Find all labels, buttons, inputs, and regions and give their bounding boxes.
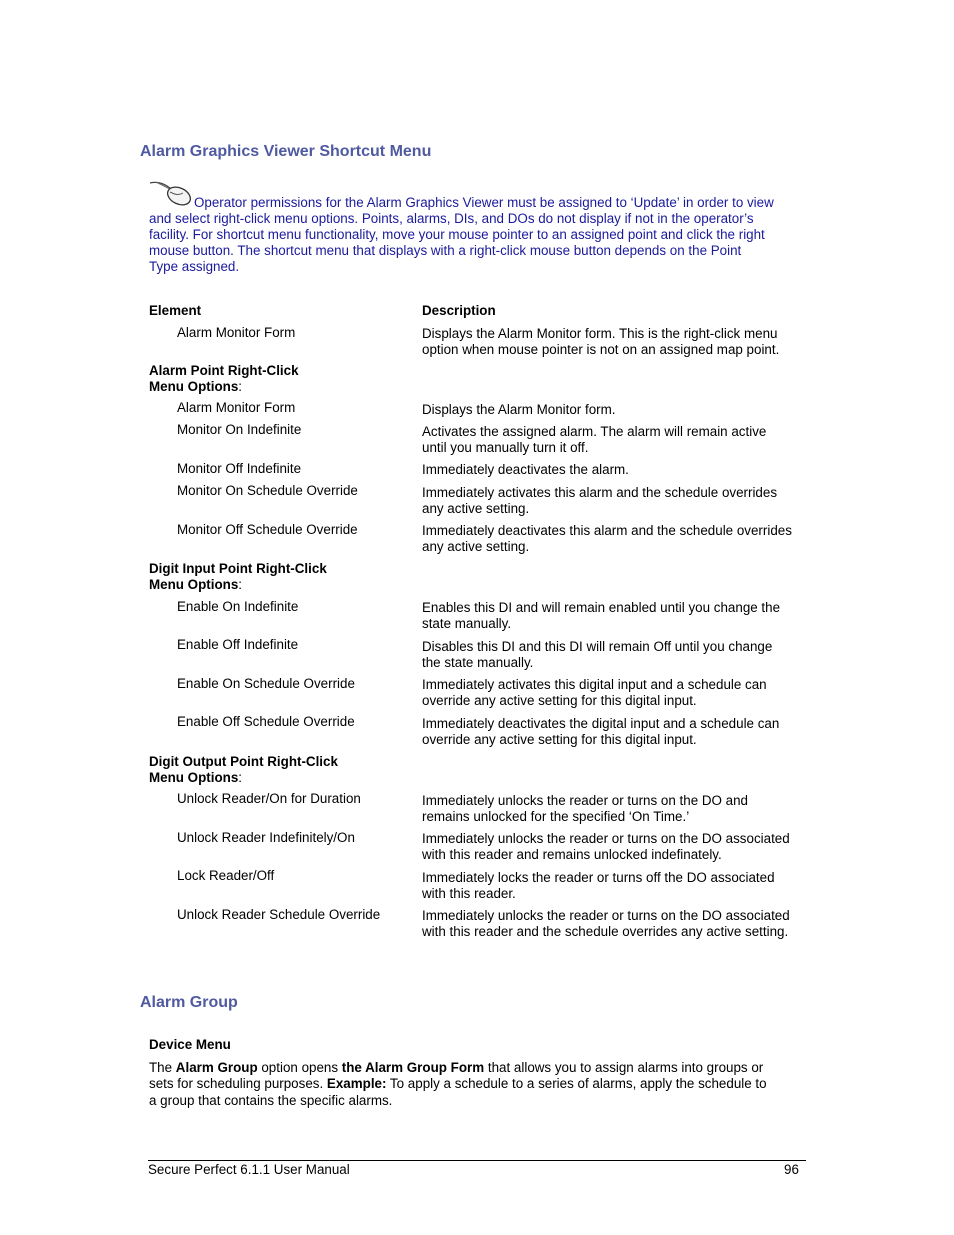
note-line-1: Operator permissions for the Alarm Graphics Viewer must be assigned to ‘Update’ in order to view — [194, 195, 774, 210]
table-row-description: Immediately unlocks the reader or turns on the DO associated with this reader and the schedule overrides any active setting. — [422, 908, 790, 940]
table-row-description: Immediately locks the reader or turns off the DO associated with this reader. — [422, 870, 775, 902]
note-line-4: mouse button. The shortcut menu that displays with a right-click mouse button depends on the Point — [149, 243, 742, 258]
table-row-element: Monitor On Indefinite — [177, 422, 302, 437]
table-row-description: Immediately activates this alarm and the schedule overrides any active setting. — [422, 485, 778, 517]
table-row-element: Monitor Off Schedule Override — [177, 522, 358, 537]
table-row-element: Monitor On Schedule Override — [177, 483, 358, 498]
note-line-2: and select right-click menu options. Points, alarms, DIs, and DOs do not display if not in the operator’s — [149, 211, 754, 226]
table-row-element: Enable On Schedule Override — [177, 676, 355, 691]
table-row-element: Alarm Monitor Form — [177, 325, 296, 340]
table-row-description: Immediately unlocks the reader or turns on the DO and remains unlocked for the specified ‘On Time.’ — [422, 793, 749, 825]
table-header-element: Element — [149, 303, 202, 318]
note-line-3: facility. For shortcut menu functionality, move your mouse pointer to an assigned point and click the right — [149, 227, 765, 242]
table-row-element: Enable On Indefinite — [177, 599, 299, 614]
table-row-element: Monitor Off Indefinite — [177, 461, 302, 476]
footer-title: Secure Perfect 6.1.1 User Manual — [148, 1162, 350, 1177]
table-row-description: Enables this DI and will remain enabled until you change the state manually. — [422, 600, 781, 632]
group-title-digit-output: Digit Output Point Right-Click Menu Options: — [149, 754, 338, 786]
table-row-description: Immediately deactivates this alarm and the schedule overrides any active setting. — [422, 523, 792, 555]
table-row-description: Activates the assigned alarm. The alarm will remain active until you manually turn it off. — [422, 424, 767, 456]
subheading: Device Menu — [149, 1037, 231, 1052]
table-row-element: Lock Reader/Off — [177, 868, 275, 883]
footer-divider — [148, 1160, 806, 1161]
table-row-element: Enable Off Indefinite — [177, 637, 299, 652]
table-row-element: Unlock Reader/On for Duration — [177, 791, 361, 806]
group-title-digit-input: Digit Input Point Right-Click Menu Options: — [149, 561, 327, 593]
section-title: Alarm Graphics Viewer Shortcut Menu — [140, 143, 432, 160]
table-row-description: Displays the Alarm Monitor form. — [422, 402, 616, 417]
table-header-description: Description — [422, 303, 496, 318]
table-row-description: Disables this DI and this DI will remain Off until you change the state manually. — [422, 639, 773, 671]
table-row-element: Unlock Reader Schedule Override — [177, 907, 381, 922]
section-title: Alarm Group — [140, 994, 238, 1011]
table-row-description: Displays the Alarm Monitor form. This is the right-click menu option when mouse pointer is not on an assigned map point. — [422, 326, 780, 358]
paragraph: The Alarm Group option opens the Alarm Group Form that allows you to assign alarms into groups or sets for scheduling purposes. Example: To apply a schedule to a series of alarms, apply the schedule to a group that contains the specific alarms. — [149, 1060, 767, 1108]
note-line-5: Type assigned. — [149, 259, 240, 274]
table-row-description: Immediately activates this digital input and a schedule can override any active setting for this digital input. — [422, 677, 767, 709]
table-row-description: Immediately unlocks the reader or turns on the DO associated with this reader and remains unlocked indefinately. — [422, 831, 790, 863]
table-row-description: Immediately deactivates the alarm. — [422, 462, 629, 477]
group-title-alarm-point: Alarm Point Right-Click Menu Options: — [149, 363, 299, 395]
table-row-description: Immediately deactivates the digital input and a schedule can override any active setting for this digital input. — [422, 716, 780, 748]
page-number: 96 — [784, 1162, 799, 1177]
table-row-element: Alarm Monitor Form — [177, 400, 296, 415]
table-row-element: Unlock Reader Indefinitely/On — [177, 830, 355, 845]
mouse-icon — [148, 180, 192, 206]
table-row-element: Enable Off Schedule Override — [177, 714, 355, 729]
